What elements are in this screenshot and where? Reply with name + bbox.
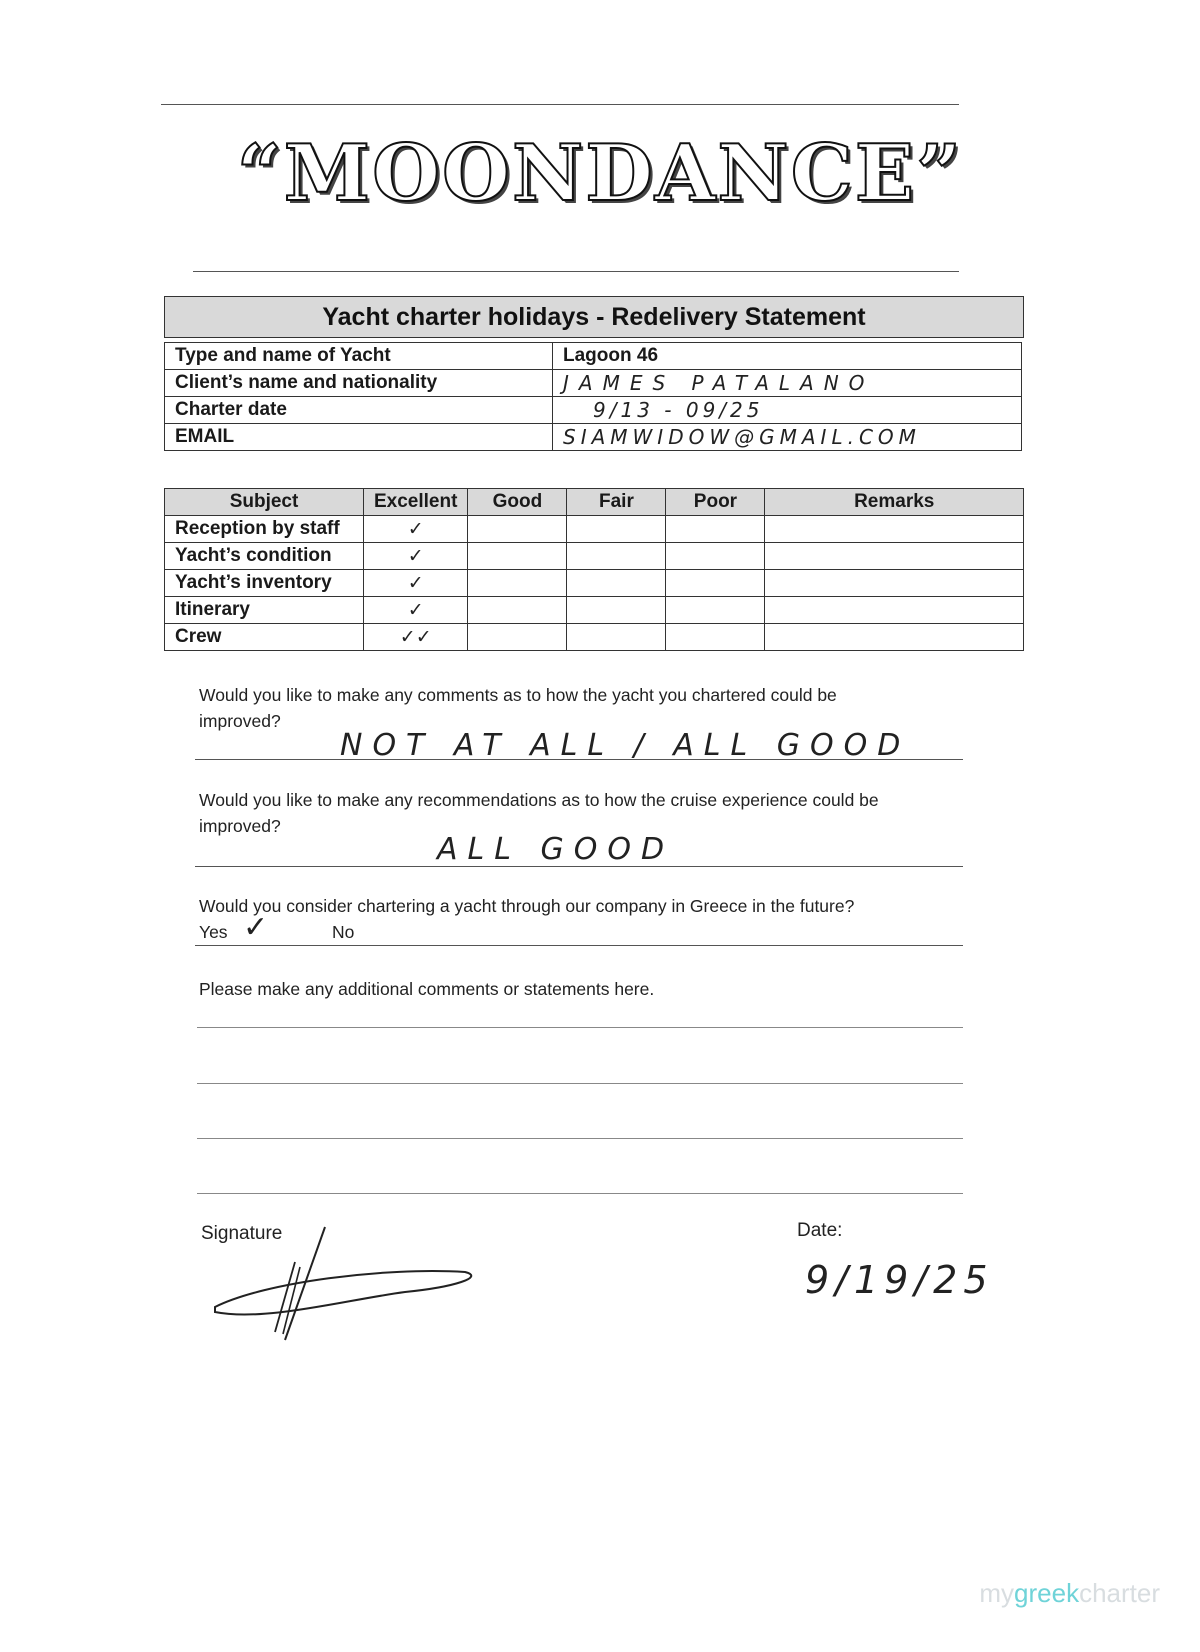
rating-cell [666, 624, 765, 651]
statement-banner: Yacht charter holidays - Redelivery Statement [164, 296, 1024, 338]
info-value-email: SIAMWIDOW@GMAIL.COM [553, 424, 1022, 451]
rating-cell [468, 624, 567, 651]
info-label: Client’s name and nationality [165, 370, 553, 397]
top-rule [161, 104, 959, 105]
answer-improve-cruise: ALL GOOD [437, 832, 675, 867]
handwritten-signature [205, 1222, 485, 1342]
yacht-info-table [164, 342, 1022, 451]
info-row [165, 424, 1022, 451]
col-excellent: Excellent [364, 489, 468, 516]
rating-row [165, 570, 1024, 597]
rating-cell [468, 516, 567, 543]
answer-line [195, 866, 963, 867]
check-mark: ✓ [364, 516, 468, 543]
rating-row [165, 624, 1024, 651]
additional-comments-prompt: Please make any additional comments or statements here. [199, 979, 655, 999]
rating-remarks [765, 570, 1024, 597]
info-label: Type and name of Yacht [165, 343, 553, 370]
rating-remarks [765, 624, 1024, 651]
rating-row [165, 597, 1024, 624]
check-mark: ✓ [364, 543, 468, 570]
rating-subject: Yacht’s inventory [165, 570, 364, 597]
rating-row [165, 516, 1024, 543]
check-mark: ✓✓ [364, 624, 468, 651]
rating-cell [567, 597, 666, 624]
yes-check-mark: ✓ [243, 910, 269, 945]
rating-remarks [765, 597, 1024, 624]
info-label: EMAIL [165, 424, 553, 451]
option-no: No [332, 922, 355, 942]
info-value-client: JAMES PATALANO [553, 370, 1022, 397]
rating-row [165, 543, 1024, 570]
rating-subject: Yacht’s condition [165, 543, 364, 570]
question-improve-cruise: Would you like to make any recommendations as to how the cruise experience could be improved? [199, 790, 879, 836]
rating-cell [567, 516, 666, 543]
rating-cell [666, 543, 765, 570]
col-remarks: Remarks [765, 489, 1024, 516]
signature-label: Signature [201, 1223, 283, 1244]
info-label: Charter date [165, 397, 553, 424]
comment-line [197, 1193, 963, 1194]
rating-cell [666, 516, 765, 543]
question-future-charter: Would you consider chartering a yacht through our company in Greece in the future? [199, 896, 855, 916]
col-fair: Fair [567, 489, 666, 516]
col-good: Good [468, 489, 567, 516]
info-row [165, 343, 1022, 370]
watermark-part: greek [1014, 1578, 1080, 1608]
watermark-part: charter [1079, 1578, 1160, 1608]
rating-cell [666, 570, 765, 597]
check-mark: ✓ [364, 570, 468, 597]
rating-cell [567, 543, 666, 570]
info-value-yacht: Lagoon 46 [553, 343, 1022, 370]
date-label: Date: [797, 1220, 843, 1241]
watermark-part: my [979, 1578, 1015, 1608]
rating-subject: Reception by staff [165, 516, 364, 543]
answer-improve-yacht: NOT AT ALL / ALL GOOD [340, 728, 911, 763]
col-subject: Subject [165, 489, 364, 516]
info-value-date: 9/13 - 09/25 [553, 397, 1022, 424]
comment-line [197, 1027, 963, 1028]
rating-table [164, 488, 1024, 651]
rating-header-row [165, 489, 1024, 516]
rating-remarks [765, 543, 1024, 570]
answer-line [195, 945, 963, 946]
check-mark: ✓ [364, 597, 468, 624]
yacht-title: “MOONDANCE” [236, 128, 964, 219]
rating-cell [666, 597, 765, 624]
option-yes: Yes [199, 922, 228, 942]
comment-line [197, 1083, 963, 1084]
rating-cell [468, 597, 567, 624]
rating-cell [567, 624, 666, 651]
info-row [165, 370, 1022, 397]
rating-remarks [765, 516, 1024, 543]
rating-subject: Crew [165, 624, 364, 651]
rating-cell [468, 543, 567, 570]
title-underline [193, 271, 959, 272]
watermark-logo [979, 1578, 1160, 1609]
col-poor: Poor [666, 489, 765, 516]
info-row [165, 397, 1022, 424]
rating-cell [468, 570, 567, 597]
question-improve-yacht: Would you like to make any comments as to how the yacht you chartered could be improved? [199, 685, 837, 731]
rating-subject: Itinerary [165, 597, 364, 624]
answer-line [195, 759, 963, 760]
rating-cell [567, 570, 666, 597]
comment-line [197, 1138, 963, 1139]
date-value: 9/19/25 [805, 1258, 994, 1302]
